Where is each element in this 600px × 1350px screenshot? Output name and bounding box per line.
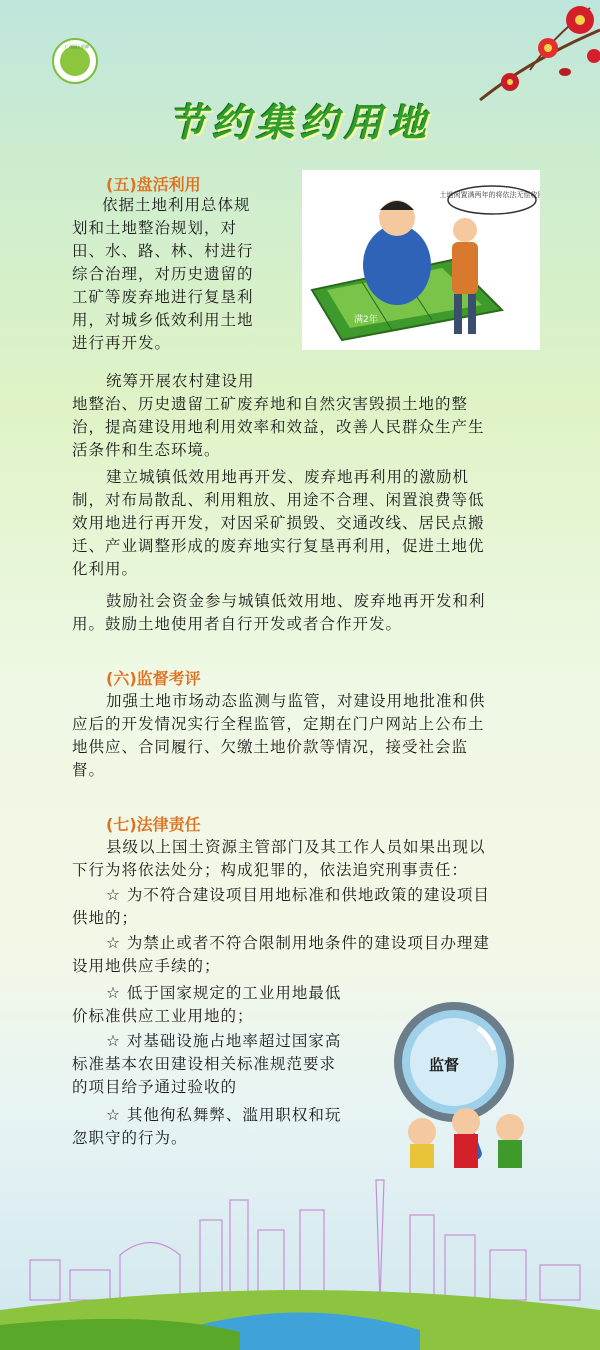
section6-para: 加强土地市场动态监测与监管，对建设用地批准和供 应后的开发情况实行全程监管，定期在门户网站上公布土 地供应、合同履行、欠缴土地价款等情况，接受社会监 督。 xyxy=(72,692,486,779)
section5-para2: 统筹开展农村建设用 地整治、历史遗留工矿废弃地和自然灾害毁损土地的整 治，提高建设用地利用效率和效益，改善人民群众生产生 活条件和生态环境。 xyxy=(72,372,485,459)
magnifier-label: 监督 xyxy=(428,1056,460,1074)
logo-text: 广州国土资源 xyxy=(65,44,89,49)
field-label: 满2年 xyxy=(354,315,378,325)
red-flower-decoration xyxy=(470,0,600,110)
section7-item4: ☆ 对基础设施占地率超过国家高 标准基本农田建设相关标准规范要求 的项目给予通过验收的 xyxy=(72,1032,342,1096)
section7-item3: ☆ 低于国家规定的工业用地最低 价标准供应工业用地的； xyxy=(72,984,342,1025)
section5-heading: (五)盘活利用 xyxy=(106,175,201,194)
speech-bubble-text: 土地闲置满两年的将依法无偿收回 xyxy=(439,191,540,199)
section7-item2: ☆ 为禁止或者不符合限制用地条件的建设项目办理建 设用地供应手续的； xyxy=(72,934,490,975)
section7-intro: 县级以上国土资源主管部门及其工作人员如果出现以 下行为将依法处分；构成犯罪的，依法追究刑事责任： xyxy=(72,838,486,879)
land-idle-cartoon xyxy=(302,170,540,350)
section7-item5: ☆ 其他徇私舞弊、滥用职权和玩 忽职守的行为。 xyxy=(72,1106,342,1147)
section5-para4: 鼓励社会资金参与城镇低效用地、废弃地再开发和利 用。鼓励土地使用者自行开发或者合作开发。 xyxy=(72,592,486,633)
section5-para3: 建立城镇低效用地再开发、废弃地再利用的激励机 制，对布局散乱、利用粗放、用途不合理、闲置浪费等低 效用地进行再开发，对因采矿损毁、交通改线、居民点搬 迁、产业调整形成的废弃地实行复垦再利用，促进土地优 化利用。 xyxy=(72,468,485,578)
city-skyline-decoration xyxy=(0,1160,600,1350)
section7-item1: ☆ 为不符合建设项目用地标准和供地政策的建设项目 供地的； xyxy=(72,886,490,927)
section7-heading: (七)法律责任 xyxy=(106,815,201,834)
section5-para1: 依据土地利用总体规 划和土地整治规划，对 田、水、路、林、村进行 综合治理，对历史遗留的 工矿等废弃地进行复垦利 用，对城乡低效利用土地 进行再开发。 xyxy=(72,196,254,352)
page-title: 节约集约用地 xyxy=(168,100,433,145)
section6-heading: (六)监督考评 xyxy=(106,669,201,688)
cartoon-illustration xyxy=(302,170,540,350)
magnifier-icon xyxy=(382,1000,550,1168)
